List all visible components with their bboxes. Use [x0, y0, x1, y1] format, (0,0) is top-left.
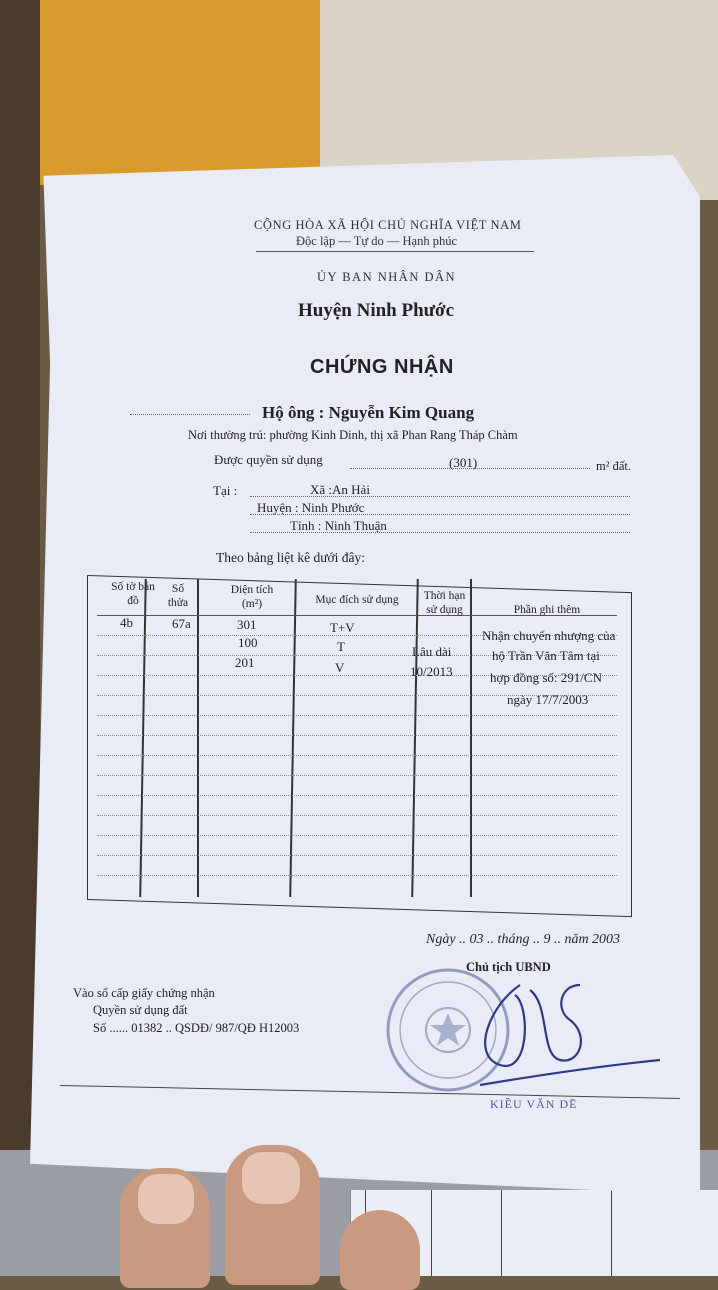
yellow-folder [40, 0, 320, 185]
cell-area: 100 [238, 635, 258, 650]
committee-label: ỦY BAN NHÂN DÂN [317, 270, 457, 284]
underlying-page-column [611, 1190, 612, 1276]
motto: Độc lập — Tự do — Hạnh phúc [296, 234, 458, 248]
area-value: (301) [449, 455, 478, 470]
table-row-line [97, 835, 617, 836]
table-row-line [97, 875, 617, 876]
cell-area: 301 [237, 617, 257, 632]
finger [340, 1210, 420, 1290]
chairman-title: Chủ tịch UBND [466, 960, 551, 974]
cell-note: hợp đồng số: 291/CN [490, 670, 602, 685]
hand [110, 1140, 430, 1276]
cell-purpose: T [337, 639, 345, 654]
header-parcel: Số thửa [167, 583, 189, 609]
holder-name: Nguyễn Kim Quang [328, 403, 475, 422]
holder-label: Hộ ông : [262, 403, 325, 422]
table-row-line [97, 735, 617, 736]
area-unit: m² đất. [596, 459, 631, 473]
district-value: Huyện : Ninh Phước [257, 500, 365, 515]
national-title: CỘNG HÒA XÃ HỘI CHỦ NGHĨA VIỆT NAM [254, 218, 522, 232]
table-row-line [97, 855, 617, 856]
table-row-line [97, 755, 617, 756]
cell-note: ngày 17/7/2003 [507, 692, 589, 707]
table-column-divider [470, 579, 472, 897]
signer-name: KIỀU VĂN DĒ [490, 1097, 578, 1111]
land-table [87, 575, 632, 900]
commune-value: Xã :An Hải [310, 482, 370, 497]
underlying-page-column [501, 1190, 502, 1276]
list-intro: Theo bảng liệt kê dưới đây: [216, 550, 366, 565]
header-area: Diện tích (m²) [230, 584, 274, 610]
certificate-title: CHỨNG NHẬN [310, 356, 454, 378]
cell-note: hộ Trần Văn Tâm tại [492, 648, 600, 663]
underlying-page-column [431, 1190, 432, 1276]
cell-map-sheet: 4b [120, 615, 133, 630]
fingernail [138, 1174, 194, 1224]
header-term: Thời hạn sử dụng [423, 590, 466, 616]
cell-purpose: T+V [330, 620, 355, 635]
table-column-divider [197, 579, 199, 897]
table-border [87, 575, 632, 917]
header-purpose: Mục đích sử dụng [315, 594, 399, 606]
registry-line-3: Số ...... 01382 .. QSDĐ/ 987/QĐ H12003 [93, 1021, 300, 1035]
district-title: Huyện Ninh Phước [298, 300, 455, 321]
cell-parcel: 67a [172, 616, 191, 631]
usage-label: Được quyền sử dụng [214, 452, 323, 467]
cell-term: 10/2013 [410, 664, 453, 679]
dotted-line [250, 496, 630, 497]
province-value: Tỉnh : Ninh Thuận [290, 518, 387, 533]
cell-note: Nhận chuyển nhượng của [482, 628, 616, 643]
location-label: Tại : [213, 483, 238, 498]
cell-term: Lâu dài [412, 644, 452, 659]
registry-line-1: Vào sổ cấp giấy chứng nhận [73, 986, 215, 1000]
cell-area: 201 [235, 655, 255, 670]
issue-date: Ngày .. 03 .. tháng .. 9 .. năm 2003 [426, 932, 621, 947]
cell-purpose: V [335, 660, 345, 675]
header-map-sheet: Số tờ bản đồ [111, 581, 155, 607]
table-row-line [97, 815, 617, 816]
fingernail [242, 1152, 300, 1204]
dotted-line [130, 414, 250, 415]
holder-line [262, 403, 474, 423]
residence-text: Nơi thường trú: phường Kinh Dinh, thị xã Phan Rang Tháp Chàm [188, 428, 518, 442]
motto-underline [256, 251, 534, 252]
header-notes: Phần ghi thêm [513, 604, 581, 616]
table-row-line [97, 775, 617, 776]
table-row-line [97, 795, 617, 796]
registry-line-2: Quyền sử dụng đất [93, 1003, 188, 1017]
table-row-line [97, 715, 617, 716]
chairman-signature [460, 965, 660, 1095]
